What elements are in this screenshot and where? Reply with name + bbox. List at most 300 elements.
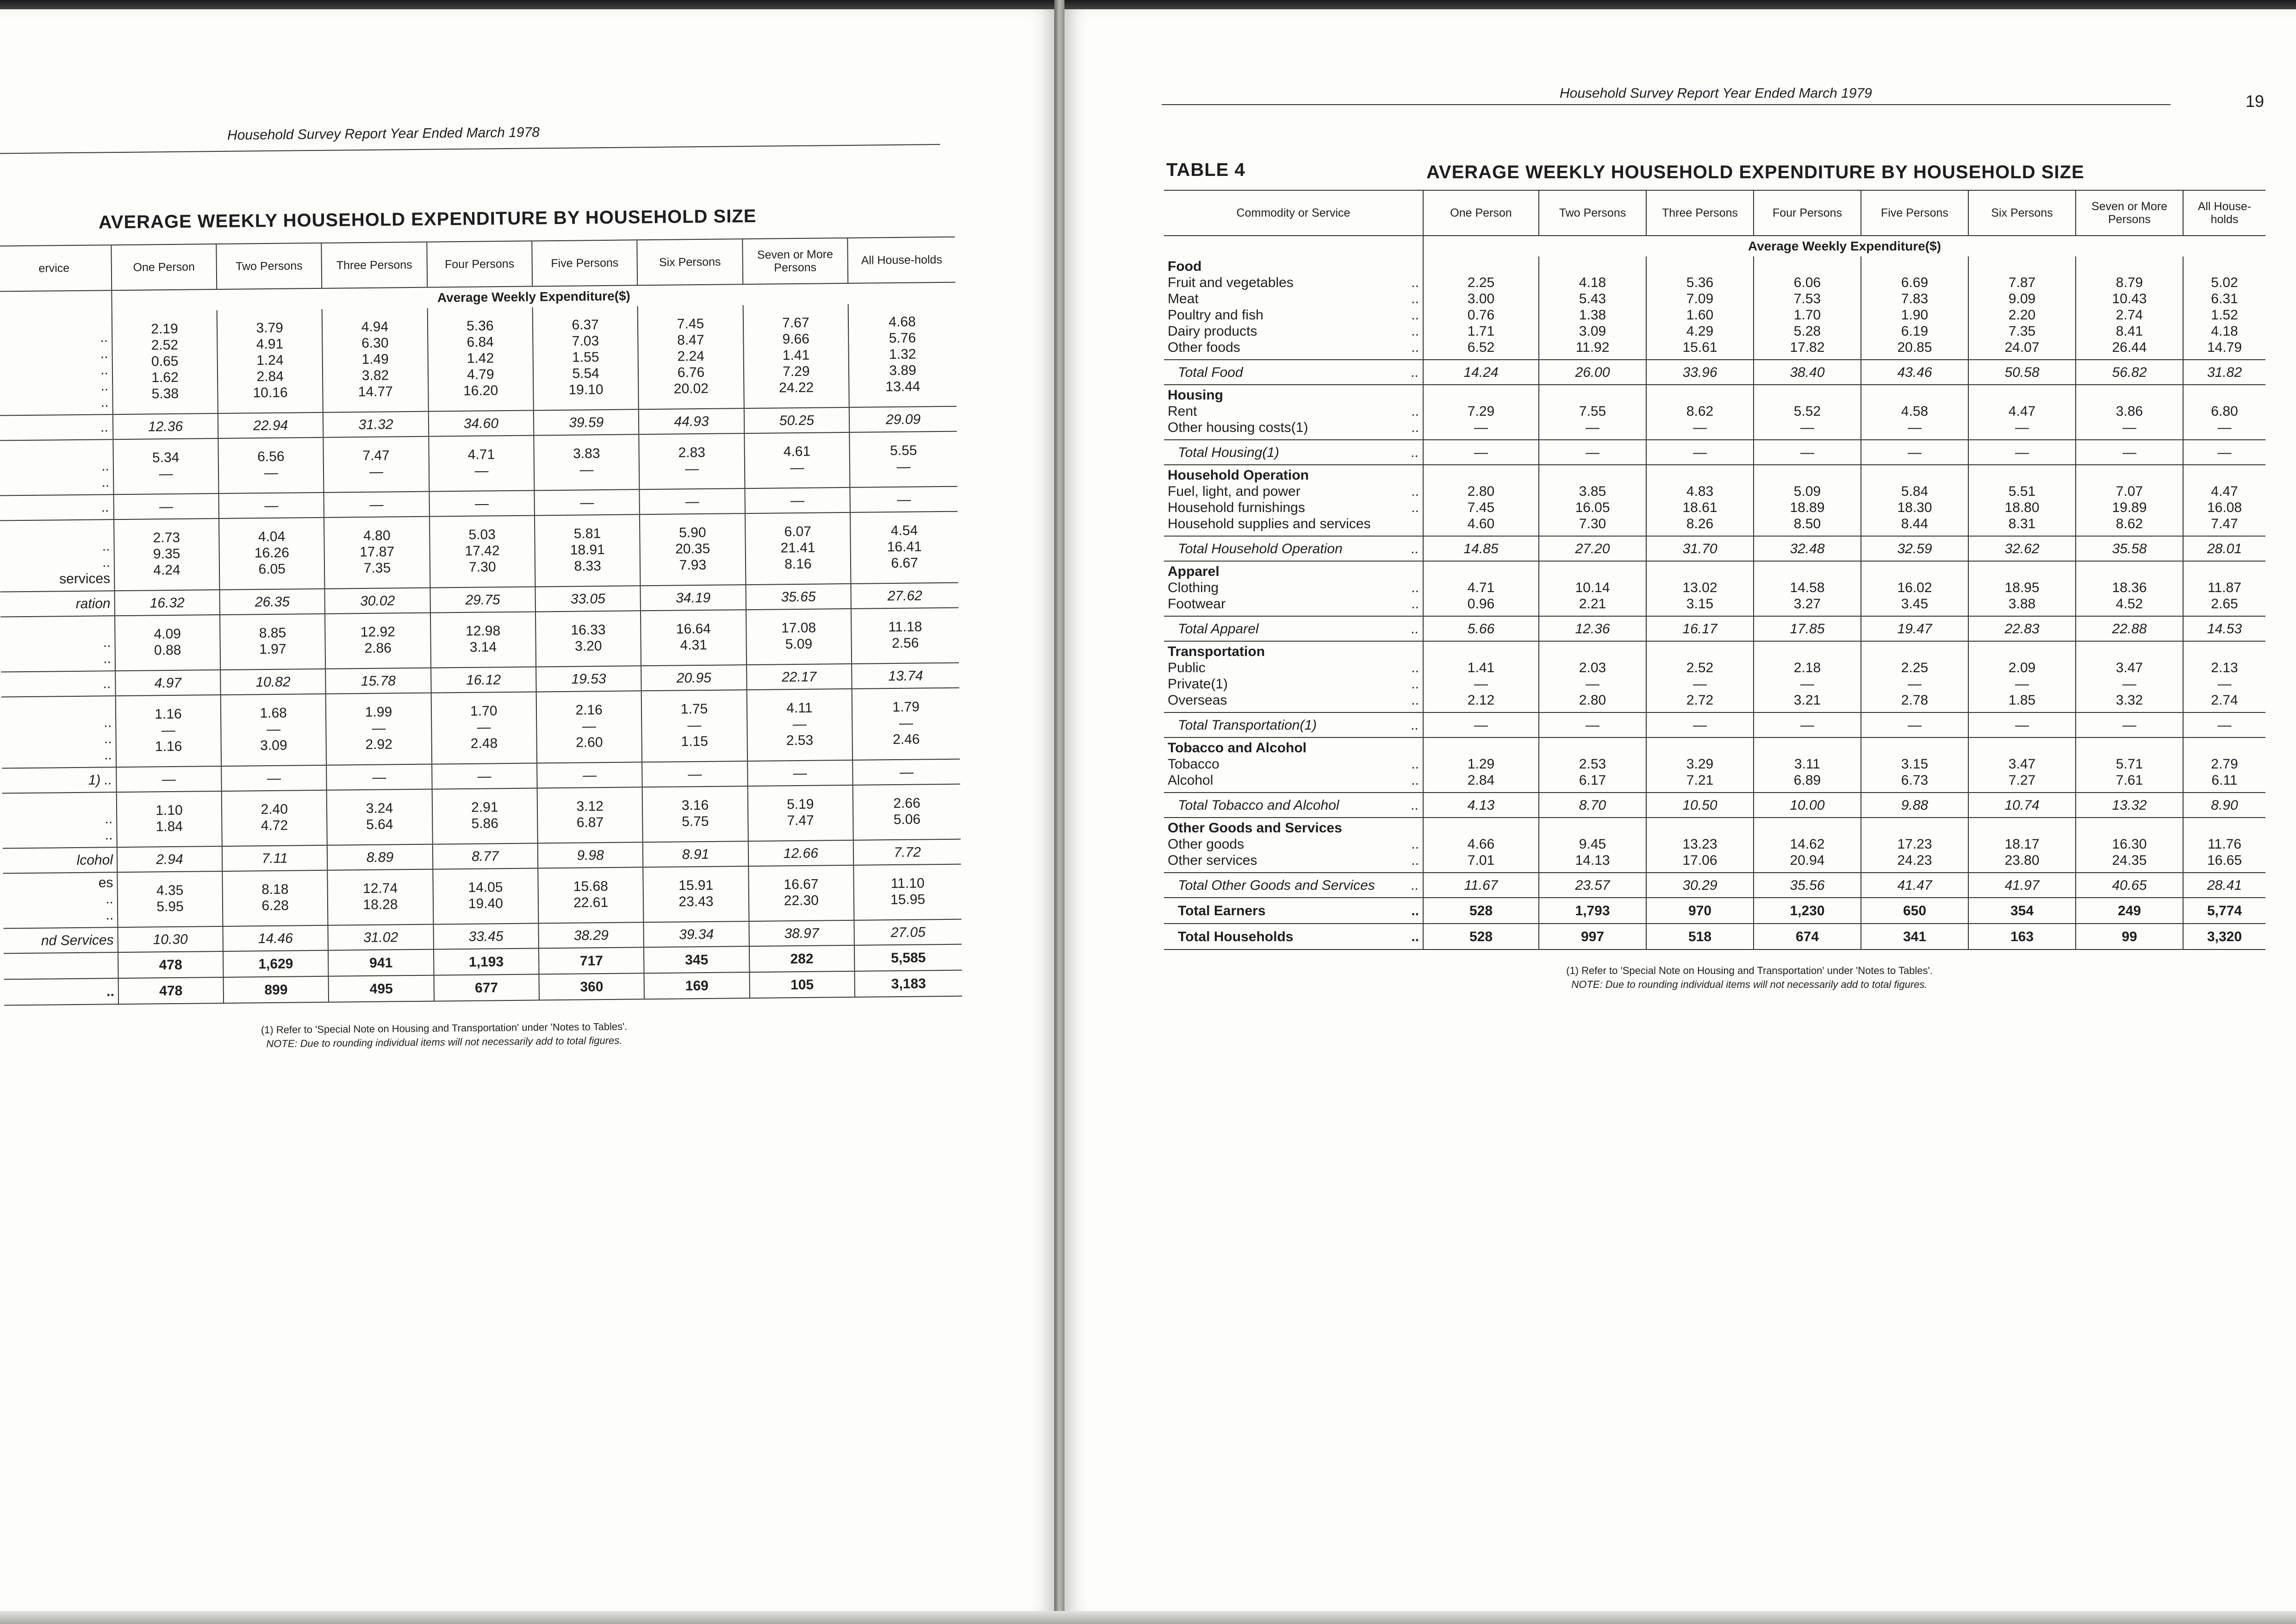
- value-cell: 1,629: [223, 950, 329, 977]
- value-cell: 1.99 — 2.92: [326, 693, 432, 765]
- total-value: —: [1968, 440, 2076, 465]
- value-cell: 3.16 5.75: [642, 786, 748, 842]
- value-cell: 4.47 16.08 7.47: [2183, 465, 2265, 536]
- value-cell: 478: [118, 977, 224, 1004]
- value-cell: 11.87 2.65: [2183, 561, 2265, 616]
- value-cell: —: [850, 487, 957, 512]
- total-value: —: [1423, 712, 1539, 737]
- value-cell: 29.09: [849, 406, 957, 432]
- total-value: —: [2076, 440, 2183, 465]
- value-cell: 8.77: [432, 843, 538, 869]
- value-cell: 1.41 — 2.12: [1423, 641, 1539, 712]
- value-cell: 18.17 23.80: [1968, 818, 2076, 873]
- category-label-cell: [1164, 561, 1423, 616]
- value-cell: 3,183: [854, 970, 962, 997]
- item-group-row: [0, 512, 958, 592]
- count-row: [1164, 898, 2265, 924]
- leader-dots: ..: [1411, 621, 1419, 637]
- value-cell: 17.23 24.23: [1861, 818, 1968, 873]
- value-cell: 30.02: [325, 588, 430, 614]
- value-cell: 7.67 9.66 1.41 7.29 24.22: [743, 304, 849, 408]
- value-cell: —: [116, 766, 222, 792]
- value-cell: 717: [539, 947, 644, 974]
- unit-row: [1164, 236, 2265, 256]
- value-cell: 3.79 4.91 1.24 2.84 10.16: [217, 309, 323, 413]
- value-cell: 5.09 18.89 8.50: [1754, 465, 1861, 536]
- total-value: 35.56: [1754, 873, 1861, 898]
- value-cell: 26.35: [219, 589, 325, 615]
- value-cell: —: [642, 761, 747, 787]
- right-notes: [1449, 964, 2050, 992]
- value-cell: 16.67 22.30: [748, 865, 854, 921]
- total-row: [1164, 616, 2265, 641]
- value-cell: 39.59: [534, 409, 639, 435]
- total-value: 43.46: [1861, 360, 1968, 385]
- value-cell: 35.65: [746, 584, 851, 610]
- count-label-text: Total Earners: [1178, 903, 1266, 918]
- total-value: 27.20: [1539, 536, 1646, 561]
- leader-dots: .. ..: [1411, 837, 1419, 868]
- leader-dots: .. .. .. .. ..: [1411, 275, 1419, 355]
- item-name: Rent: [1168, 404, 1197, 419]
- count-value: 1,230: [1754, 898, 1861, 924]
- left-page-content: [0, 9, 1054, 1616]
- item-group-row: [1, 688, 960, 768]
- right-table-body: [1164, 236, 2265, 949]
- value-cell: 3.47 — 3.32: [2076, 641, 2183, 712]
- value-cell: 2.94: [117, 846, 223, 872]
- value-cell: 4.47 —: [1968, 385, 2076, 440]
- value-cell: 3.24 5.64: [327, 789, 432, 845]
- value-cell: 7.29 —: [1423, 385, 1539, 440]
- category-name: Other Goods and Services: [1168, 820, 1342, 836]
- total-value: —: [1423, 440, 1539, 465]
- category-name: Household Operation: [1168, 468, 1309, 483]
- total-value: 40.65: [2076, 873, 2183, 898]
- value-cell: 3.29 7.21: [1646, 737, 1754, 793]
- value-cell: 22.94: [218, 412, 324, 438]
- value-cell: 360: [539, 973, 644, 1000]
- total-value: 4.13: [1423, 793, 1539, 818]
- value-cell: 34.60: [428, 410, 534, 436]
- count-value: 674: [1754, 924, 1861, 949]
- count-value: 518: [1646, 924, 1754, 949]
- category-group-row: [1164, 385, 2265, 440]
- total-value: 32.62: [1968, 536, 2076, 561]
- value-cell: 4.54 16.41 6.67: [850, 512, 958, 584]
- right-expenditure-table: [1164, 190, 2265, 950]
- total-label-text: Total Transportation(1): [1178, 717, 1317, 733]
- value-cell: —: [537, 762, 642, 788]
- column-header: Five Persons: [1861, 190, 1968, 236]
- leader-dots: ..: [1411, 717, 1419, 733]
- count-value: 997: [1539, 924, 1646, 949]
- total-value: 16.17: [1646, 616, 1754, 641]
- value-cell: —: [745, 487, 850, 513]
- item-group-row: [0, 608, 959, 672]
- leader-dots: ..: [1411, 903, 1419, 918]
- column-header: Four Persons: [427, 241, 532, 287]
- item-name: Dairy products: [1168, 324, 1257, 339]
- category-name: Housing: [1168, 387, 1223, 403]
- item-name: Household supplies and services: [1168, 516, 1371, 531]
- row-label: .. .. ..: [104, 699, 112, 763]
- category-group-row: [1164, 737, 2265, 793]
- value-cell: 3.12 6.87: [537, 787, 643, 843]
- value-cell: 3.47 7.27: [1968, 737, 2076, 793]
- value-cell: 14.58 3.27: [1754, 561, 1861, 616]
- value-cell: 14.46: [223, 925, 328, 951]
- value-cell: 9.98: [538, 842, 643, 868]
- value-cell: 17.08 5.09: [746, 609, 852, 665]
- total-label: [1164, 712, 1423, 737]
- value-cell: 11.18 2.56: [851, 608, 959, 664]
- value-cell: 12.74 18.28: [328, 869, 433, 925]
- column-header: All House-holds: [847, 237, 955, 283]
- total-row: [1164, 793, 2265, 818]
- item-name: Meat: [1168, 291, 1199, 306]
- total-value: —: [1861, 440, 1968, 465]
- total-value: 41.97: [1968, 873, 2076, 898]
- right-table-title: AVERAGE WEEKLY HOUSEHOLD EXPENDITURE BY HOUSEHOLD SIZE: [1426, 162, 2084, 182]
- value-cell: 16.30 24.35: [2076, 818, 2183, 873]
- column-header: Three Persons: [1646, 190, 1754, 236]
- left-table-title: AVERAGE WEEKLY HOUSEHOLD EXPENDITURE BY HOUSEHOLD SIZE: [98, 206, 757, 233]
- row-label: .. .. services: [59, 522, 111, 587]
- right-rounding-note: NOTE: Due to rounding individual items will not necessarily add to total figures.: [1571, 979, 1928, 990]
- value-cell: 2.52 — 2.72: [1646, 641, 1754, 712]
- item-name: Fuel, light, and power: [1168, 484, 1300, 499]
- value-cell: —: [113, 493, 219, 519]
- row-label: lcohol: [3, 847, 117, 873]
- total-value: 11.67: [1423, 873, 1539, 898]
- total-value: —: [1646, 712, 1754, 737]
- value-cell: 10.30: [118, 926, 223, 952]
- category-label-cell: [1164, 737, 1423, 793]
- count-value: 1,793: [1539, 898, 1646, 924]
- table-label: TABLE 4: [1166, 160, 1245, 180]
- value-cell: 33.05: [535, 586, 641, 612]
- column-header-commodity: ervice: [0, 245, 112, 291]
- row-label: es .. ..: [98, 875, 114, 923]
- value-cell: —: [534, 489, 640, 515]
- value-cell: 1.68 — 3.09: [221, 694, 327, 766]
- count-value: 354: [1968, 898, 2076, 924]
- count-label: [1164, 898, 1423, 924]
- value-cell: 10.82: [220, 669, 326, 695]
- category-name: Transportation: [1168, 644, 1265, 659]
- total-value: 50.58: [1968, 360, 2076, 385]
- item-name: Clothing: [1168, 580, 1219, 595]
- value-cell: 31.02: [328, 924, 434, 950]
- value-cell: 5,585: [854, 944, 962, 971]
- value-cell: 7.07 19.89 8.62: [2076, 465, 2183, 536]
- value-cell: 10.14 2.21: [1539, 561, 1646, 616]
- item-name: Footwear: [1168, 596, 1226, 612]
- value-cell: 2.25 — 2.78: [1861, 641, 1968, 712]
- count-value: 163: [1968, 924, 2076, 949]
- value-cell: 8.89: [327, 844, 433, 870]
- value-cell: 2.91 5.86: [432, 788, 537, 844]
- right-header-row: [1164, 190, 2265, 236]
- value-cell: 31.32: [323, 412, 429, 437]
- value-cell: 7.72: [853, 839, 961, 865]
- value-cell: 1.29 2.84: [1423, 737, 1539, 793]
- value-cell: 16.02 3.45: [1861, 561, 1968, 616]
- item-group-row: [0, 303, 957, 416]
- value-cell: 3.11 6.89: [1754, 737, 1861, 793]
- category-label-cell: [1164, 465, 1423, 536]
- value-cell: 2.03 — 2.80: [1539, 641, 1646, 712]
- category-name: Tobacco and Alcohol: [1168, 740, 1307, 756]
- value-cell: 2.40 4.72: [222, 790, 327, 846]
- total-label-text: Total Apparel: [1178, 621, 1259, 637]
- row-label: 1) ..: [2, 767, 116, 793]
- column-header: One Person: [1423, 190, 1539, 236]
- item-name: Alcohol: [1168, 773, 1213, 788]
- right-footnote: (1) Refer to 'Special Note on Housing and Transportation' under 'Notes to Tables'.: [1566, 965, 1933, 976]
- leader-dots: .. ..: [1411, 484, 1419, 515]
- category-name: Apparel: [1168, 564, 1220, 579]
- item-name: Other goods: [1168, 837, 1244, 852]
- total-value: —: [1754, 712, 1861, 737]
- value-cell: 2.25 3.00 0.76 1.71 6.52: [1423, 256, 1539, 360]
- total-label: [1164, 360, 1423, 385]
- category-label-cell: [1164, 641, 1423, 712]
- value-cell: 7.55 —: [1539, 385, 1646, 440]
- value-cell: 495: [329, 975, 434, 1002]
- row-label: [4, 952, 118, 979]
- item-name: Other housing costs(1): [1168, 420, 1308, 435]
- column-header: Three Persons: [322, 242, 427, 288]
- value-cell: 5.34 —: [113, 438, 218, 494]
- left-notes: [143, 1018, 745, 1052]
- value-cell: 677: [434, 974, 539, 1001]
- column-header: Two Persons: [1539, 190, 1646, 236]
- row-label: .. ..: [101, 442, 110, 490]
- left-page: [0, 9, 1054, 1616]
- count-value: 341: [1861, 924, 1968, 949]
- value-cell: 13.74: [852, 663, 959, 689]
- left-rounding-note: NOTE: Due to rounding individual items will not necessarily add to total figures.: [266, 1034, 622, 1050]
- column-header: Five Persons: [532, 240, 637, 286]
- value-cell: 4.71 0.96: [1423, 561, 1539, 616]
- value-cell: 1.16 — 1.16: [116, 695, 222, 767]
- count-value: 99: [2076, 924, 2183, 949]
- value-cell: 2.83 —: [639, 433, 745, 489]
- value-cell: 4.68 5.76 1.32 3.89 13.44: [848, 303, 957, 407]
- value-cell: 18.95 3.88: [1968, 561, 2076, 616]
- value-cell: 7.45 8.47 2.24 6.76 20.02: [638, 305, 744, 409]
- value-cell: —: [852, 759, 960, 785]
- category-group-row: [1164, 641, 2265, 712]
- value-cell: —: [747, 760, 853, 786]
- total-value: 32.59: [1861, 536, 1968, 561]
- value-cell: 44.93: [639, 408, 744, 434]
- value-cell: 15.68 22.61: [538, 867, 643, 923]
- item-name: Overseas: [1168, 693, 1227, 708]
- value-cell: 1.10 1.84: [117, 791, 222, 847]
- item-name: Other foods: [1168, 340, 1240, 355]
- unit-label: Average Weekly Expenditure($): [112, 282, 955, 311]
- value-cell: 39.34: [644, 921, 749, 947]
- value-cell: 2.09 — 1.85: [1968, 641, 2076, 712]
- column-header: Four Persons: [1754, 190, 1861, 236]
- total-label: [1164, 440, 1423, 465]
- value-cell: 12.92 2.86: [325, 613, 430, 669]
- total-label-text: Total Housing(1): [1178, 444, 1280, 460]
- leader-dots: .. ..: [1411, 404, 1419, 435]
- value-cell: 5.90 20.35 7.93: [640, 513, 746, 586]
- value-cell: 2.18 — 3.21: [1754, 641, 1861, 712]
- value-cell: 5.02 6.31 1.52 4.18 14.79: [2183, 256, 2265, 360]
- value-cell: 3.15 6.73: [1861, 737, 1968, 793]
- total-row: [1164, 360, 2265, 385]
- count-value: 5,774: [2183, 898, 2265, 924]
- total-label-text: Total Other Goods and Services: [1178, 877, 1375, 893]
- row-label: nd Services: [3, 927, 118, 953]
- value-cell: 13.02 3.15: [1646, 561, 1754, 616]
- row-label: .. .. .. .. ..: [100, 313, 109, 410]
- leader-dots: ..: [1411, 541, 1419, 556]
- column-header: Two Persons: [216, 243, 322, 289]
- total-value: 38.40: [1754, 360, 1861, 385]
- value-cell: 19.53: [536, 666, 641, 692]
- value-cell: 899: [223, 976, 329, 1003]
- total-value: 41.47: [1861, 873, 1968, 898]
- value-cell: 20.95: [641, 665, 747, 691]
- total-value: 10.50: [1646, 793, 1754, 818]
- right-running-rule: [1162, 104, 2171, 105]
- total-value: 5.66: [1423, 616, 1539, 641]
- value-cell: 4.11 — 2.53: [747, 689, 852, 761]
- count-value: 970: [1646, 898, 1754, 924]
- value-cell: 38.97: [749, 920, 854, 946]
- value-cell: 5.19 7.47: [747, 785, 853, 841]
- page-number: 19: [2246, 92, 2265, 111]
- value-cell: 4.71 —: [429, 435, 534, 491]
- value-cell: 12.66: [748, 840, 853, 866]
- category-label-cell: [1164, 818, 1423, 873]
- unit-label: Average Weekly Expenditure($): [1423, 236, 2265, 256]
- item-name: Household furnishings: [1168, 500, 1305, 515]
- total-value: —: [1539, 712, 1646, 737]
- value-cell: 4.83 18.61 8.26: [1646, 465, 1754, 536]
- total-value: 22.88: [2076, 616, 2183, 641]
- total-value: 10.00: [1754, 793, 1861, 818]
- total-value: 31.70: [1646, 536, 1754, 561]
- scan-bottom-edge: [0, 1611, 2296, 1624]
- category-group-row: [1164, 818, 2265, 873]
- value-cell: 7.47 —: [324, 437, 429, 493]
- value-cell: 8.85 1.97: [220, 614, 325, 670]
- count-value: 528: [1423, 898, 1539, 924]
- unit-spacer: [1164, 236, 1423, 256]
- total-value: —: [2076, 712, 2183, 737]
- value-cell: 478: [118, 951, 224, 978]
- value-cell: 6.56 —: [218, 437, 324, 493]
- total-value: —: [1754, 440, 1861, 465]
- value-cell: 9.45 14.13: [1539, 818, 1646, 873]
- leader-dots: ..: [1411, 929, 1419, 944]
- value-cell: 1.75 — 1.15: [641, 690, 747, 762]
- item-name: Private(1): [1168, 676, 1228, 692]
- value-cell: 2.53 6.17: [1539, 737, 1646, 793]
- leader-dots: .. ..: [1411, 580, 1419, 612]
- value-cell: 6.80 —: [2183, 385, 2265, 440]
- value-cell: 16.33 3.20: [535, 611, 641, 667]
- value-cell: 4.80 17.87 7.35: [324, 517, 430, 589]
- value-cell: 29.75: [430, 587, 535, 612]
- value-cell: 1.70 — 2.48: [431, 692, 537, 764]
- value-cell: 2.79 6.11: [2183, 737, 2265, 793]
- value-cell: 2.19 2.52 0.65 1.62 5.38: [112, 310, 218, 414]
- total-value: 8.90: [2183, 793, 2265, 818]
- total-value: 28.41: [2183, 873, 2265, 898]
- value-cell: 5.84 18.30 8.44: [1861, 465, 1968, 536]
- column-header: All House-holds: [2183, 190, 2265, 236]
- value-cell: 3.86 —: [2076, 385, 2183, 440]
- value-cell: —: [221, 765, 327, 791]
- column-header: Six Persons: [1968, 190, 2076, 236]
- leader-dots: ..: [1411, 364, 1419, 380]
- item-group-row: [2, 784, 961, 849]
- value-cell: 18.36 4.52: [2076, 561, 2183, 616]
- item-name: Other services: [1168, 853, 1257, 868]
- value-cell: 34.19: [641, 585, 746, 611]
- leader-dots: ..: [1411, 797, 1419, 813]
- value-cell: 4.66 7.01: [1423, 818, 1539, 873]
- value-cell: 16.12: [431, 667, 536, 693]
- leader-dots: ..: [1411, 444, 1419, 460]
- value-cell: 2.73 9.35 4.24: [114, 518, 220, 591]
- value-cell: 38.29: [538, 922, 644, 948]
- total-value: 33.96: [1646, 360, 1754, 385]
- total-row: [1164, 712, 2265, 737]
- count-value: 3,320: [2183, 924, 2265, 949]
- value-cell: 11.10 15.95: [853, 864, 961, 920]
- category-name: Food: [1168, 259, 1202, 274]
- total-value: 13.32: [2076, 793, 2183, 818]
- value-cell: 22.17: [747, 664, 852, 690]
- total-value: 23.57: [1539, 873, 1646, 898]
- value-cell: 15.78: [325, 668, 431, 694]
- value-cell: 12.98 3.14: [430, 612, 536, 668]
- total-label: [1164, 793, 1423, 818]
- value-cell: 12.36: [113, 413, 218, 439]
- total-value: —: [1539, 440, 1646, 465]
- count-value: 528: [1423, 924, 1539, 949]
- row-label: .. ..: [105, 795, 113, 843]
- total-value: 10.74: [1968, 793, 2076, 818]
- value-cell: 5.36 7.09 1.60 4.29 15.61: [1646, 256, 1754, 360]
- value-cell: 14.05 19.40: [433, 868, 538, 924]
- value-cell: 5.36 6.84 1.42 4.79 16.20: [427, 307, 533, 411]
- category-label-cell: [1164, 385, 1423, 440]
- left-expenditure-table: [0, 237, 962, 1006]
- column-header-commodity: Commodity or Service: [1164, 190, 1423, 236]
- column-header: Seven or More Persons: [2076, 190, 2183, 236]
- count-row: [1164, 924, 2265, 949]
- value-cell: 105: [749, 971, 855, 998]
- value-cell: —: [429, 490, 535, 516]
- total-row: [1164, 536, 2265, 561]
- value-cell: 5.81 18.91 8.33: [535, 514, 641, 587]
- value-cell: 282: [749, 945, 855, 972]
- value-cell: 5.03 17.42 7.30: [429, 515, 535, 587]
- left-table-body: [0, 282, 962, 1006]
- value-cell: 1.79 — 2.46: [852, 688, 960, 760]
